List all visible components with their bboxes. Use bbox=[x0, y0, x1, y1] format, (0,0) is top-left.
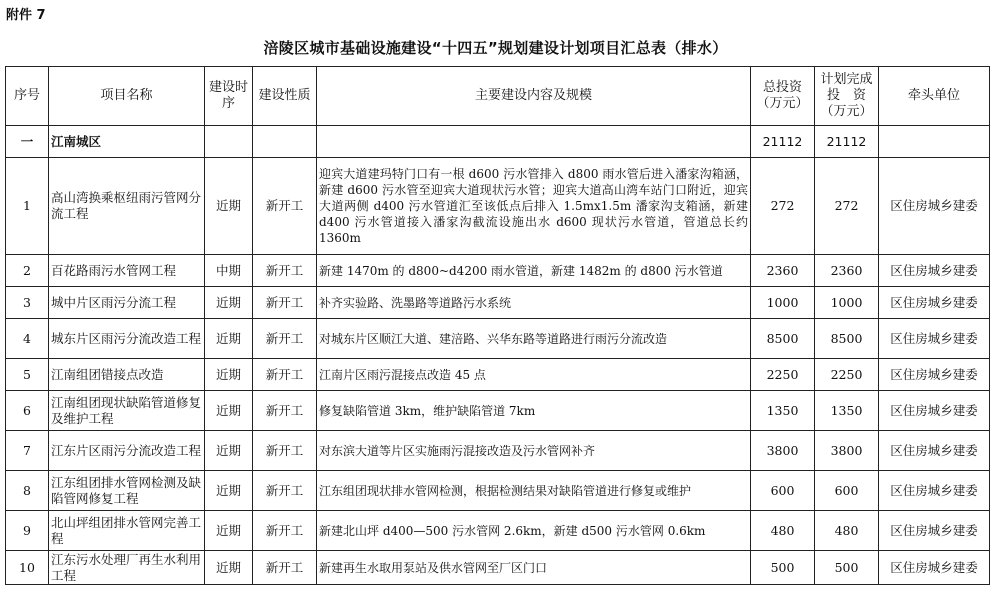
row-planned: 600 bbox=[815, 471, 879, 511]
table-body bbox=[6, 158, 990, 585]
row-total: 3800 bbox=[751, 431, 815, 471]
row-timing: 近期 bbox=[205, 391, 253, 431]
row-nature: 新开工 bbox=[253, 287, 317, 319]
row-name: 江东污水处理厂再生水利用工程 bbox=[49, 551, 205, 585]
row-timing: 近期 bbox=[205, 158, 253, 255]
row-unit: 区住房城乡建委 bbox=[879, 431, 990, 471]
row-total: 8500 bbox=[751, 319, 815, 359]
row-name: 高山湾换乘枢纽雨污管网分流工程 bbox=[49, 158, 205, 255]
row-unit: 区住房城乡建委 bbox=[879, 287, 990, 319]
header-timing: 建设时序 bbox=[205, 67, 253, 126]
row-seq: 4 bbox=[6, 319, 49, 359]
row-name: 城东片区雨污分流改造工程 bbox=[49, 319, 205, 359]
row-seq: 3 bbox=[6, 287, 49, 319]
row-nature: 新开工 bbox=[253, 471, 317, 511]
row-total: 480 bbox=[751, 511, 815, 551]
row-planned: 1000 bbox=[815, 287, 879, 319]
row-name: 百花路雨污水管网工程 bbox=[49, 255, 205, 287]
row-total: 1000 bbox=[751, 287, 815, 319]
row-content: 补齐实验路、洗墨路等道路污水系统 bbox=[317, 287, 751, 319]
header-row bbox=[6, 67, 990, 126]
header-nature: 建设性质 bbox=[253, 67, 317, 126]
row-seq: 2 bbox=[6, 255, 49, 287]
row-unit: 区住房城乡建委 bbox=[879, 158, 990, 255]
header-seq: 序号 bbox=[6, 67, 49, 126]
header-planned-invest: 计划完成投 资（万元） bbox=[815, 67, 879, 126]
table-row bbox=[6, 471, 990, 511]
row-seq: 8 bbox=[6, 471, 49, 511]
row-seq: 6 bbox=[6, 391, 49, 431]
row-name: 北山坪组团排水管网完善工程 bbox=[49, 511, 205, 551]
row-planned: 2360 bbox=[815, 255, 879, 287]
table-row bbox=[6, 551, 990, 585]
row-timing: 近期 bbox=[205, 551, 253, 585]
row-content: 迎宾大道建玛特门口有一根 d600 污水管排入 d800 雨水管后进入潘家沟箱涵，新建 d600 污水管至迎宾大道现状污水管；迎宾大道高山湾车站门口附近，迎宾大道两侧 d400 污水管道汇至该低点后排入 1.5mx1.5m 潘家沟支箱涵，新建 d400 污水管道接入潘家沟截流设施出水 d600 现状污水管道，管道总长约 1360m bbox=[317, 158, 751, 255]
table-row bbox=[6, 391, 990, 431]
row-timing: 近期 bbox=[205, 511, 253, 551]
row-nature: 新开工 bbox=[253, 158, 317, 255]
row-content: 新建再生水取用泵站及供水管网至厂区门口 bbox=[317, 551, 751, 585]
table-row bbox=[6, 431, 990, 471]
header-lead-unit: 牵头单位 bbox=[879, 67, 990, 126]
row-content: 对城东片区顺江大道、建涪路、兴华东路等道路进行雨污分流改造 bbox=[317, 319, 751, 359]
row-timing: 近期 bbox=[205, 287, 253, 319]
section-name: 江南城区 bbox=[49, 126, 205, 158]
project-table bbox=[5, 66, 990, 585]
row-planned: 1350 bbox=[815, 391, 879, 431]
row-total: 272 bbox=[751, 158, 815, 255]
table-row bbox=[6, 287, 990, 319]
row-unit: 区住房城乡建委 bbox=[879, 255, 990, 287]
table-row bbox=[6, 319, 990, 359]
section-empty-content bbox=[317, 126, 751, 158]
row-planned: 480 bbox=[815, 511, 879, 551]
table-row bbox=[6, 255, 990, 287]
row-planned: 3800 bbox=[815, 431, 879, 471]
row-unit: 区住房城乡建委 bbox=[879, 471, 990, 511]
row-seq: 9 bbox=[6, 511, 49, 551]
section-planned: 21112 bbox=[815, 126, 879, 158]
header-content: 主要建设内容及规模 bbox=[317, 67, 751, 126]
row-total: 1350 bbox=[751, 391, 815, 431]
row-nature: 新开工 bbox=[253, 359, 317, 391]
row-seq: 1 bbox=[6, 158, 49, 255]
row-nature: 新开工 bbox=[253, 551, 317, 585]
row-timing: 中期 bbox=[205, 255, 253, 287]
section-seq: 一 bbox=[6, 126, 49, 158]
row-total: 600 bbox=[751, 471, 815, 511]
row-timing: 近期 bbox=[205, 319, 253, 359]
row-nature: 新开工 bbox=[253, 255, 317, 287]
row-content: 江东组团现状排水管网检测，根据检测结果对缺陷管道进行修复或维护 bbox=[317, 471, 751, 511]
row-nature: 新开工 bbox=[253, 511, 317, 551]
row-unit: 区住房城乡建委 bbox=[879, 359, 990, 391]
row-unit: 区住房城乡建委 bbox=[879, 391, 990, 431]
row-timing: 近期 bbox=[205, 359, 253, 391]
row-seq: 5 bbox=[6, 359, 49, 391]
attachment-label: 附件 7 bbox=[6, 8, 46, 23]
row-content: 对东滨大道等片区实施雨污混接改造及污水管网补齐 bbox=[317, 431, 751, 471]
row-timing: 近期 bbox=[205, 431, 253, 471]
header-name: 项目名称 bbox=[49, 67, 205, 126]
row-planned: 8500 bbox=[815, 319, 879, 359]
row-name: 江东片区雨污分流改造工程 bbox=[49, 431, 205, 471]
row-content: 修复缺陷管道 3km，维护缺陷管道 7km bbox=[317, 391, 751, 431]
section-empty-nature bbox=[253, 126, 317, 158]
row-nature: 新开工 bbox=[253, 319, 317, 359]
page-title: 涪陵区城市基础设施建设“十四五”规划建设计划项目汇总表（排水） bbox=[263, 39, 728, 57]
header-total-invest: 总投资（万元） bbox=[751, 67, 815, 126]
table-row bbox=[6, 511, 990, 551]
section-row bbox=[6, 126, 990, 158]
row-content: 江南片区雨污混接点改造 45 点 bbox=[317, 359, 751, 391]
row-content: 新建北山坪 d400—500 污水管网 2.6km，新建 d500 污水管网 0.6km bbox=[317, 511, 751, 551]
row-total: 2360 bbox=[751, 255, 815, 287]
row-planned: 2250 bbox=[815, 359, 879, 391]
table-row bbox=[6, 158, 990, 255]
table-row bbox=[6, 359, 990, 391]
row-name: 江东组团排水管网检测及缺陷管网修复工程 bbox=[49, 471, 205, 511]
row-unit: 区住房城乡建委 bbox=[879, 551, 990, 585]
row-nature: 新开工 bbox=[253, 391, 317, 431]
row-content: 新建 1470m 的 d800~d4200 雨水管道，新建 1482m 的 d800 污水管道 bbox=[317, 255, 751, 287]
row-planned: 272 bbox=[815, 158, 879, 255]
row-unit: 区住房城乡建委 bbox=[879, 319, 990, 359]
row-total: 500 bbox=[751, 551, 815, 585]
row-timing: 近期 bbox=[205, 471, 253, 511]
row-nature: 新开工 bbox=[253, 431, 317, 471]
row-seq: 10 bbox=[6, 551, 49, 585]
section-empty-timing bbox=[205, 126, 253, 158]
row-planned: 500 bbox=[815, 551, 879, 585]
row-name: 城中片区雨污分流工程 bbox=[49, 287, 205, 319]
row-name: 江南组团现状缺陷管道修复及维护工程 bbox=[49, 391, 205, 431]
row-name: 江南组团错接点改造 bbox=[49, 359, 205, 391]
row-seq: 7 bbox=[6, 431, 49, 471]
section-total: 21112 bbox=[751, 126, 815, 158]
row-unit: 区住房城乡建委 bbox=[879, 511, 990, 551]
section-empty-unit bbox=[879, 126, 990, 158]
row-total: 2250 bbox=[751, 359, 815, 391]
